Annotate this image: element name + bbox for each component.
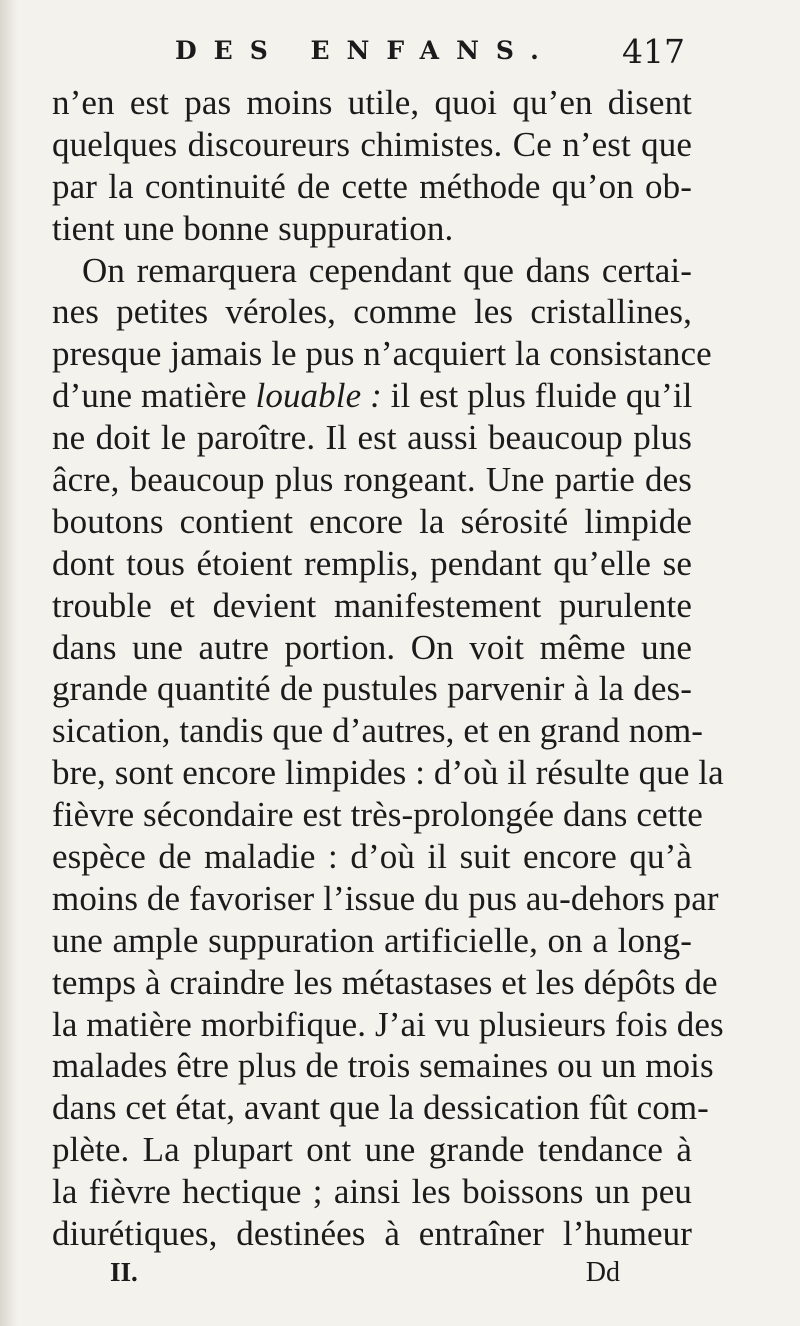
text-line: trouble et devient manifestement purulente: [52, 585, 692, 625]
text-line: diurétiques, destinées à entraîner l’humeur: [52, 1214, 692, 1254]
text-line: quelques discoureurs chimistes. Ce n’est que: [52, 124, 692, 164]
text-line: ne doit le paroître. Il est aussi beaucoup plus: [52, 418, 692, 458]
text-line: la fièvre hectique ; ainsi les boissons un peu: [52, 1172, 692, 1212]
volume-mark: II.: [110, 1257, 138, 1287]
text-line: tient une bonne suppuration.: [52, 208, 454, 248]
text-line: âcre, beaucoup plus rongeant. Une partie des: [52, 460, 692, 500]
text-line: moins de favoriser l’issue du pus au-dehors par: [52, 878, 719, 918]
italic-term: louable :: [255, 376, 382, 416]
text-line-with-italic: [52, 375, 692, 417]
paragraph-start-line: On remarquera cependant que dans certai-: [82, 250, 692, 290]
body-text: [52, 82, 724, 1255]
text-line: temps à craindre les métastases et les dépôts de: [52, 962, 718, 1002]
text-line: malades être plus de trois semaines ou un mois: [52, 1046, 714, 1086]
running-head: [175, 30, 685, 80]
text-line: dans une autre portion. On voit même une: [52, 627, 692, 667]
page-number: 417: [622, 32, 685, 71]
page-edge-shadow: [0, 0, 18, 1326]
text-line: n’en est pas moins utile, quoi qu’en disent: [52, 83, 692, 122]
text-line: une ample suppuration artificielle, on a long-: [52, 920, 692, 960]
text-line: espèce de maladie : d’où il suit encore qu’à: [52, 837, 692, 877]
signature-mark: Dd: [585, 1257, 620, 1288]
text-segment: d’une matière: [52, 376, 256, 416]
text-line: par la continuité de cette méthode qu’on ob-: [52, 166, 692, 206]
text-line: dont tous étoient remplis, pendant qu’elle se: [52, 543, 692, 583]
text-line: grande quantité de pustules parvenir à la des-: [52, 669, 692, 709]
text-line: boutons contient encore la sérosité limpide: [52, 501, 692, 541]
text-segment: il est plus fluide qu’il: [381, 376, 693, 416]
page-footer: [110, 1257, 620, 1297]
text-line: la matière morbifique. J’ai vu plusieurs fois des: [52, 1004, 724, 1044]
text-line: presque jamais le pus n’acquiert la consistance: [52, 334, 712, 374]
text-line: dans cet état, avant que la dessication fût com-: [52, 1088, 709, 1128]
text-line: bre, sont encore limpides : d’où il résulte que la: [52, 753, 724, 793]
running-title: DES ENFANS.: [175, 36, 556, 65]
text-line: sication, tandis que d’autres, et en grand nom-: [52, 711, 704, 751]
text-line: fièvre sécondaire est très-prolongée dans cette: [52, 795, 703, 835]
text-line: nes petites véroles, comme les cristallines,: [52, 292, 692, 332]
text-line: plète. La plupart ont une grande tendance à: [52, 1130, 692, 1170]
